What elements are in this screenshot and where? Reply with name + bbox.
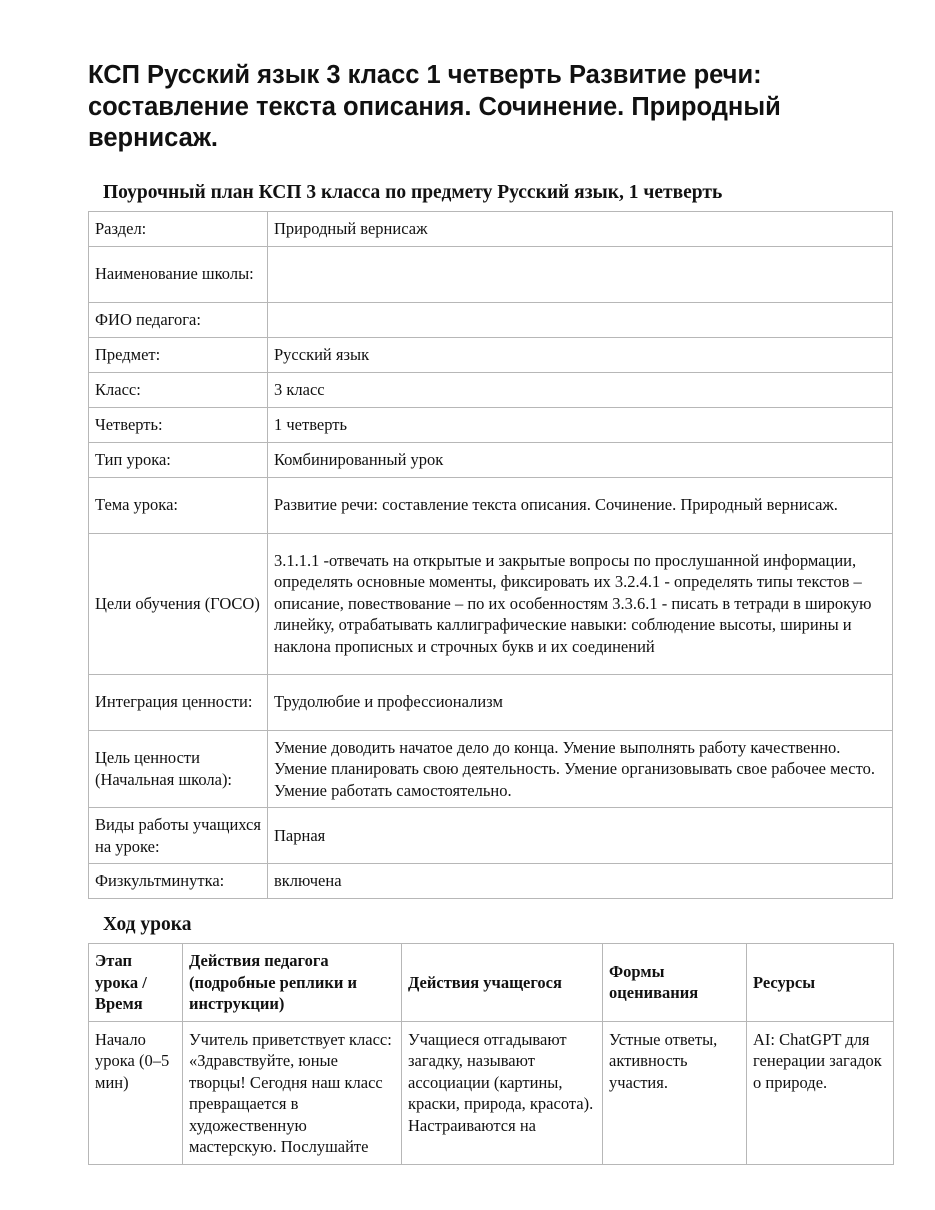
info-row-quarter [89, 407, 893, 442]
cell-stage: Начало урока (0–5 мин) [89, 1021, 183, 1164]
info-row-lesson-type [89, 442, 893, 477]
document-title: КСП Русский язык 3 класс 1 четверть Развитие речи: составление текста описания. Сочинение. Природный вернисаж. [88, 61, 781, 152]
info-value: 3 класс [268, 372, 893, 407]
table-header-row [89, 944, 894, 1022]
info-value: Комбинированный урок [268, 442, 893, 477]
cell-student-actions: Учащиеся отгадывают загадку, называют ассоциации (картины, краски, природа, красота). Настраиваются на [402, 1021, 603, 1164]
column-header-student-actions: Действия учащегося [402, 944, 603, 1022]
info-label: Интеграция ценности: [89, 674, 268, 730]
info-label: Виды работы учащихся на уроке: [89, 808, 268, 864]
info-label: Тип урока: [89, 442, 268, 477]
lesson-info-table [88, 211, 893, 900]
column-header-resources: Ресурсы [747, 944, 894, 1022]
info-value [268, 246, 893, 302]
info-value: включена [268, 864, 893, 899]
info-label: Тема урока: [89, 477, 268, 533]
info-row-subject [89, 337, 893, 372]
info-row-school [89, 246, 893, 302]
info-row-values-integration [89, 674, 893, 730]
info-label: Наименование школы: [89, 246, 268, 302]
lesson-flow-table [88, 943, 894, 1165]
info-value: 3.1.1.1 -отвечать на открытые и закрытые вопросы по прослушанной информации, определять основные моменты, фиксировать их 3.2.4.1 - определять типы текстов – описание, повествование – по их особенностям 3.3.6.1 - писать в тетради в широкую линейку, отрабатывать каллиграфические навыки: соблюдение высоты, ширины и наклона прописных и строчных букв и их соединений [268, 533, 893, 674]
info-value: Трудолюбие и профессионализм [268, 674, 893, 730]
info-row-section [89, 211, 893, 246]
document-page [88, 0, 893, 1165]
info-label: Цель ценности (Начальная школа): [89, 730, 268, 808]
table-row [89, 1021, 894, 1164]
column-header-assessment: Формы оценивания [603, 944, 747, 1022]
info-value: Парная [268, 808, 893, 864]
info-row-teacher [89, 302, 893, 337]
info-value [268, 302, 893, 337]
info-row-work-types [89, 808, 893, 864]
info-label: Цели обучения (ГОСО) [89, 533, 268, 674]
info-value: 1 четверть [268, 407, 893, 442]
column-header-stage: Этап урока / Время [89, 944, 183, 1022]
plan-heading: Поурочный план КСП 3 класса по предмету Русский язык, 1 четверть [103, 181, 723, 203]
cell-resources: AI: ChatGPT для генерации загадок о природе. [747, 1021, 894, 1164]
info-row-exercise-break [89, 864, 893, 899]
info-row-learning-goals [89, 533, 893, 674]
lesson-flow-heading: Ход урока [103, 914, 192, 935]
cell-teacher-actions: Учитель приветствует класс: «Здравствуйте, юные творцы! Сегодня наш класс превращается в художественную мастерскую. Послушайте [183, 1021, 402, 1164]
info-label: ФИО педагога: [89, 302, 268, 337]
info-row-lesson-topic [89, 477, 893, 533]
info-label: Четверть: [89, 407, 268, 442]
info-value: Развитие речи: составление текста описания. Сочинение. Природный вернисаж. [268, 477, 893, 533]
info-label: Физкультминутка: [89, 864, 268, 899]
info-value: Умение доводить начатое дело до конца. Умение выполнять работу качественно. Умение планировать свою деятельность. Умение организовывать свое рабочее место. Умение работать самостоятельно. [268, 730, 893, 808]
info-value: Русский язык [268, 337, 893, 372]
cell-assessment: Устные ответы, активность участия. [603, 1021, 747, 1164]
info-value: Природный вернисаж [268, 211, 893, 246]
info-label: Предмет: [89, 337, 268, 372]
info-row-grade [89, 372, 893, 407]
info-label: Раздел: [89, 211, 268, 246]
info-label: Класс: [89, 372, 268, 407]
column-header-teacher-actions: Действия педагога (подробные реплики и инструкции) [183, 944, 402, 1022]
info-row-value-goal [89, 730, 893, 808]
